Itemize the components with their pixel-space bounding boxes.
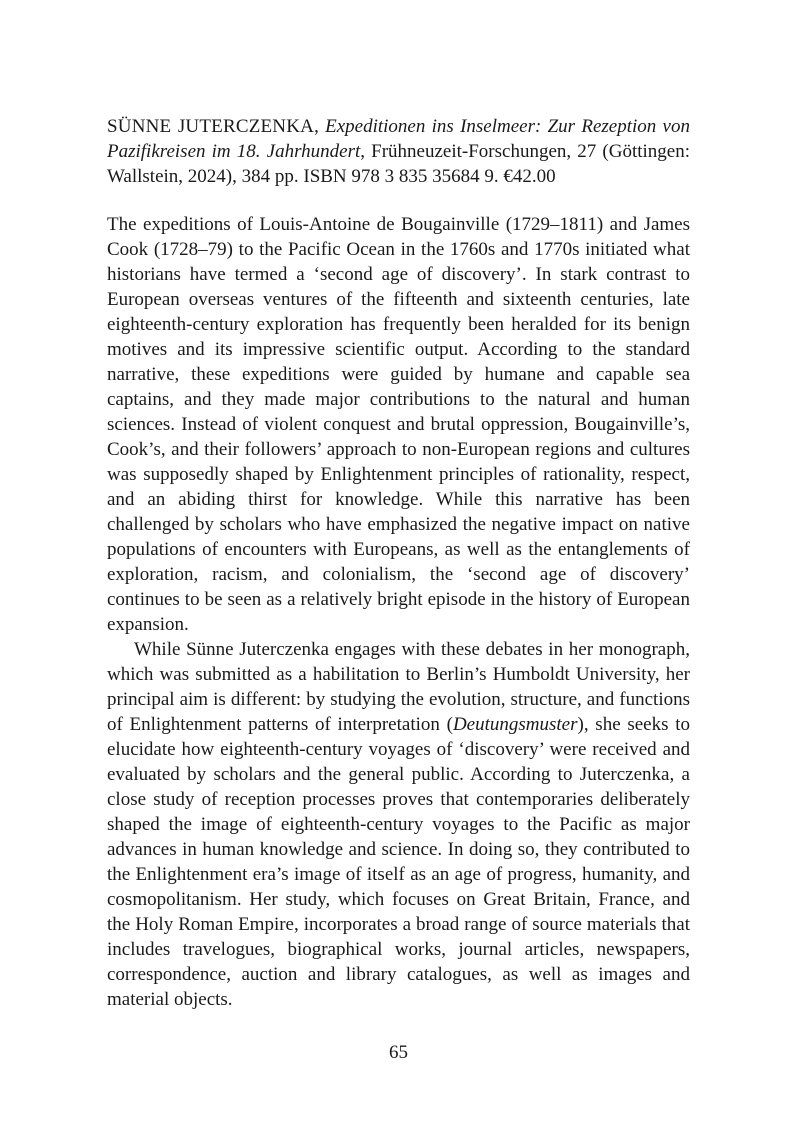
citation-title: Expeditionen ins Inselmeer: Zur Rezeption von Pazifikreisen im 18. Jahrhundert [107, 116, 690, 162]
paragraph-2-part-2: ), she seeks to elucidate how eighteenth-century voyages of ‘discovery’ were received and evaluated by scholars and the general public. According to Juterczenka, a close study of reception processes proves that contemporaries deliberately shaped the image of eighteenth-century voyages to the Pacific as major advances in human knowledge and science. In doing so, they contributed to the Enlightenment era’s image of itself as an age of progress, humanity, and cosmopolitanism. Her study, which focuses on Great Britain, France, and the Holy Roman Empire, incorporates a broad range of source materials that includes travelogues, biographical works, journal articles, newspapers, correspondence, auction and library catalogues, as well as images and material objects. [107, 714, 690, 1010]
book-citation: SÜNNE JUTERCZENKA, Expeditionen ins Inselmeer: Zur Rezeption von Pazifikreisen im 18. Jahrhundert, Frühneuzeit-Forschungen, 27 (Göttingen: Wallstein, 2024), 384 pp. ISBN 978 3 835 35684 9. €42.00 [107, 116, 690, 187]
review-body [107, 212, 690, 1012]
page-number: 65 [389, 1042, 408, 1063]
citation-details: Frühneuzeit-Forschungen, 27 (Göttingen: Wallstein, 2024), 384 pp. ISBN 978 3 835 35684 9. €42.00 [107, 141, 690, 187]
review-page [107, 114, 690, 1012]
paragraph-1: The expeditions of Louis-Antoine de Bougainville (1729–1811) and James Cook (1728–79) to the Pacific Ocean in the 1760s and 1770s initiated what historians have termed a ‘second age of discovery’. In stark contrast to European overseas ventures of the fifteenth and sixteenth centuries, late eighteenth-century exploration has frequently been heralded for its benign motives and its impressive scientific output. According to the standard narrative, these expeditions were guided by humane and capable sea captains, and they made major contributions to the natural and human sciences. Instead of violent conquest and brutal oppression, Bougainville’s, Cook’s, and their followers’ approach to non-European regions and cultures was supposedly shaped by Enlightenment principles of rationality, respect, and an abiding thirst for knowledge. While this narrative has been challenged by scholars who have emphasized the negative impact on native populations of encounters with Europeans, as well as the entanglements of exploration, racism, and colonialism, the ‘second age of discovery’ continues to be seen as a relatively bright episode in the history of European expansion. [107, 214, 690, 635]
paragraph-2-part-1: While Sünne Juterczenka engages with these debates in her monograph, which was submitted as a habilitation to Berlin’s Humboldt University, her principal aim is different: by studying the evolution, structure, and functions of Enlightenment patterns of interpretation ( [107, 639, 690, 735]
paragraph-2 [107, 637, 690, 1012]
citation-author: SÜNNE JUTERCZENKA [107, 116, 315, 137]
paragraph-2-term: Deutungsmuster [452, 714, 578, 735]
